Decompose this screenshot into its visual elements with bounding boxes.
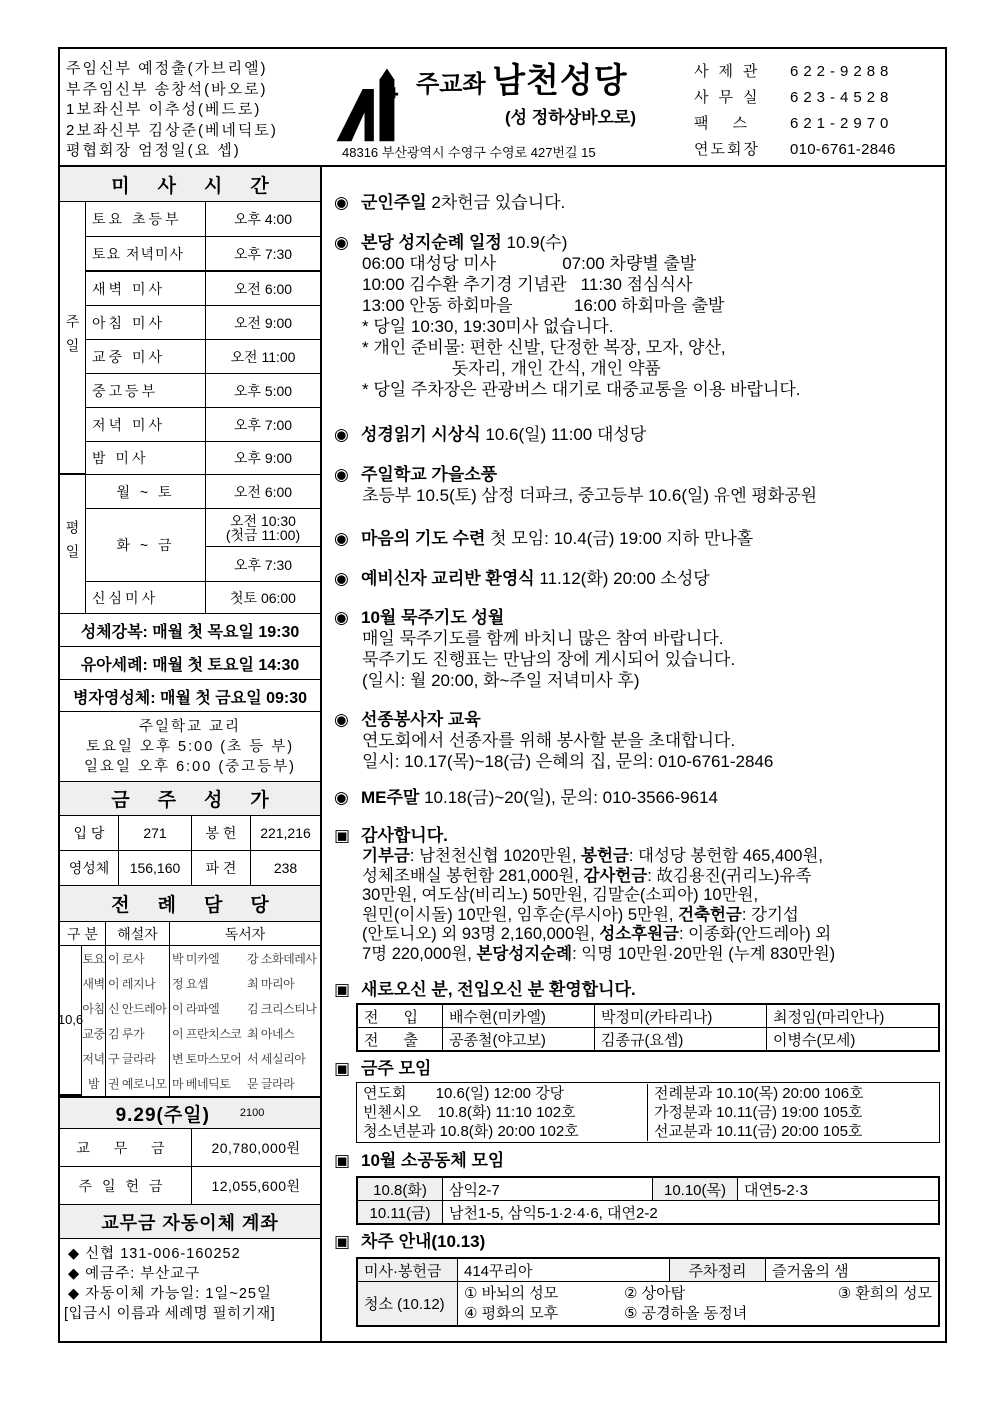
account-line: [입금시 이름과 세례명 필히기재] xyxy=(64,1306,276,1322)
contact-label: 사제관 xyxy=(694,63,768,80)
thanks-label: 기부금 xyxy=(362,847,410,865)
mass-time: 오전 9:00 xyxy=(233,314,293,331)
contact-label: 연도회장 xyxy=(694,141,760,158)
mass-time: 오전 6:00 xyxy=(233,280,293,297)
notice xyxy=(334,607,735,691)
section-heading xyxy=(334,1150,504,1171)
mass-name: 아침 미사 xyxy=(86,306,206,339)
liturgy-cell: 저녁 xyxy=(82,1046,106,1071)
mass-time: 오전 6:00 xyxy=(233,483,293,500)
hymn-cell: 238 xyxy=(273,860,298,876)
account-line: ◆ 신협 131-006-160252 xyxy=(68,1246,241,1262)
table-cell: 전 입 xyxy=(358,1005,443,1028)
notice-line: (일시: 월 20:00, 화~주일 저녁미사 후) xyxy=(362,671,640,690)
school-line: 토요일 오후 5:00 (초 등 부) xyxy=(85,738,295,755)
notice-line: 10:00 김수환 추기경 기념관 11:30 점심식사 xyxy=(362,275,693,294)
liturgy-cell: 서 세실리아 xyxy=(247,1052,306,1066)
mass-title: 미사시간 xyxy=(60,167,320,202)
liturgy-cell: 강 소화데레사 xyxy=(247,952,317,966)
mass-time: 오후 9:00 xyxy=(233,450,293,466)
notice-line: * 개인 준비물: 편한 신발, 단정한 복장, 모자, 양산, xyxy=(362,338,726,357)
staff-item: 주임신부 예정출(가브리엘) xyxy=(66,60,268,77)
table-body xyxy=(357,1004,939,1051)
church-logo-icon xyxy=(332,61,412,145)
offering-label: 교 무 금 xyxy=(60,1129,192,1166)
table-row xyxy=(358,1028,939,1051)
contact-value: 010-6761-2846 xyxy=(790,141,896,158)
notice xyxy=(334,464,817,506)
liturgy-head xyxy=(60,922,320,946)
mass-time: 첫토 06:00 xyxy=(230,589,296,606)
staff-item: 1보좌신부 이추성(베드로) xyxy=(66,101,262,118)
account-line: ◆ 자동이체 가능일: 1일~25일 xyxy=(68,1286,272,1302)
notice-line: 초등부 10.5(토) 삼정 더파크, 중고등부 10.6(일) 유엔 평화공원 xyxy=(362,486,818,505)
mass-row xyxy=(86,442,320,475)
notice-text: 10.18(금)~20(일), 문의: 010-3566-9614 xyxy=(419,788,719,807)
contact-label: 팩 스 xyxy=(694,115,758,132)
table-cell: 대연5-2·3 xyxy=(738,1178,939,1201)
mass-name: 월 ~ 토 xyxy=(86,475,206,508)
liturgy-cell: 이 라파엘 xyxy=(172,1002,220,1016)
table-row xyxy=(358,1259,939,1282)
thanks-label: 감사헌금 xyxy=(583,866,648,885)
liturgy-head-div: 구 분 xyxy=(60,922,106,945)
liturgy-cell: 구 글라라 xyxy=(106,1046,170,1071)
table-cell: 전 출 xyxy=(358,1028,443,1051)
meeting-item: 선교분과 10.11(금) 20:00 105호 xyxy=(654,1123,863,1140)
welcome-title: 새로오신 분, 전입오신 분 환영합니다. xyxy=(361,980,636,999)
liturgy-cell: 신 안드레아 xyxy=(106,996,170,1021)
mass-time: 오전 11:00 xyxy=(230,348,296,365)
table-row xyxy=(358,1178,939,1201)
mass-name: 저녁 미사 xyxy=(86,408,206,441)
liturgy-cell: 밤 xyxy=(82,1071,106,1096)
radio-bullet-icon: ◉ xyxy=(334,529,349,548)
square-bullet-icon: ▣ xyxy=(334,1232,351,1251)
staff-item: 평협회장 엄정일(요 셉) xyxy=(66,142,241,159)
table-cell: 414꾸리아 xyxy=(458,1259,670,1282)
section-heading xyxy=(334,825,448,846)
thanks-text: : 익명 10만원·20만원 (누계 830만원) xyxy=(572,944,836,963)
contacts xyxy=(694,59,896,163)
clean-grid xyxy=(464,1284,932,1324)
notice xyxy=(334,568,710,589)
notice xyxy=(334,192,565,213)
section-heading xyxy=(334,1058,431,1079)
liturgy-head-read: 독서자 xyxy=(224,925,266,942)
radio-bullet-icon: ◉ xyxy=(334,193,349,212)
mass-row xyxy=(86,408,320,442)
radio-bullet-icon: ◉ xyxy=(334,425,349,444)
square-bullet-icon: ▣ xyxy=(334,980,351,999)
liturgy-date: 10,6 xyxy=(60,946,82,1096)
liturgy-cell: 최 마리아 xyxy=(247,977,295,991)
staff-item: 부주임신부 송창석(바오로) xyxy=(66,80,268,98)
special-schedule: 병자영성체: 매월 첫 금요일 09:30 xyxy=(60,681,320,712)
weekday-label: 평일 xyxy=(60,475,86,614)
meeting-item: 연도회 10.6(일) 12:00 강당 xyxy=(363,1085,565,1102)
thanks-text: : 남천천신협 1020만원, xyxy=(409,847,582,865)
meetings-left xyxy=(357,1084,648,1141)
offering-row xyxy=(60,1167,320,1205)
liturgy-cell: 토요 xyxy=(82,946,106,971)
thanks-text: : 대성당 봉헌함 465,400원, 성체조배실 봉헌함 281,000원, xyxy=(362,847,823,885)
notice-title: ME주말 xyxy=(361,788,420,807)
notice-title: 군인주일 xyxy=(361,193,427,212)
mass-time-note: (첫금 11:00) xyxy=(225,526,301,543)
hymn-cell: 파 견 xyxy=(192,851,251,885)
offering-count: 2100 xyxy=(239,1107,265,1119)
table-row xyxy=(358,1282,939,1326)
sunday-school xyxy=(60,712,320,782)
thanks-label: 본당성지순례 xyxy=(476,944,573,963)
notice-text: 10.9(수) xyxy=(501,233,568,252)
thanks-text: : 이종화(안드레아) 외 7명 220,000원, xyxy=(362,925,832,963)
radio-bullet-icon: ◉ xyxy=(334,608,349,627)
school-line: 일요일 오후 6:00 (중고등부) xyxy=(83,758,297,775)
thanks-body xyxy=(362,847,835,964)
meeting-item: 청소년분과 10.8(화) 20:00 102호 xyxy=(363,1123,579,1140)
table-cell: 10.11(금) xyxy=(358,1201,443,1224)
notice-title: 본당 성지순례 일정 xyxy=(361,233,502,252)
mass-name: 토요 초등부 xyxy=(86,202,206,236)
mass-time xyxy=(206,509,320,547)
notice-title: 예비신자 교리반 환영식 xyxy=(361,569,535,588)
mass-name: 교중 미사 xyxy=(86,340,206,373)
title-prefix: 주교좌 xyxy=(416,71,486,98)
next-table xyxy=(356,1257,940,1327)
next-title: 차주 안내(10.13) xyxy=(361,1232,486,1251)
mass-row xyxy=(86,582,320,614)
notice-line: 06:00 대성당 미사 07:00 차량별 출발 xyxy=(362,254,697,273)
mass-name: 토요 저녁미사 xyxy=(86,237,206,270)
table-cell: 미사·봉헌금 xyxy=(358,1259,458,1282)
radio-bullet-icon: ◉ xyxy=(334,233,349,252)
table xyxy=(356,1003,940,1052)
radio-bullet-icon: ◉ xyxy=(334,788,349,807)
notice-title: 선종봉사자 교육 xyxy=(361,710,481,729)
clean-item: ② 상아탑 xyxy=(624,1284,686,1302)
mass-time-line: 오전 10:30 xyxy=(230,512,296,529)
section-heading xyxy=(334,979,636,1000)
table-cell: 배수현(미카엘) xyxy=(443,1005,595,1028)
church-title xyxy=(416,61,628,105)
account-line: ◆ 예금주: 부산교구 xyxy=(68,1266,201,1282)
liturgy-cell: 김 크리스티나 xyxy=(247,1002,317,1016)
table-cell: 주차정리 xyxy=(670,1259,766,1282)
table-cell: 박정미(카타리나) xyxy=(594,1005,766,1028)
notice-line: 일시: 10.17(목)~18(금) 은혜의 집, 문의: 010-6761-2846 xyxy=(362,752,774,771)
hymn-cell: 221,216 xyxy=(260,825,311,841)
table-cell: 10.10(목) xyxy=(653,1178,738,1201)
offering-value: 20,780,000원 xyxy=(211,1139,301,1156)
subtitle: (성 정하상바오로) xyxy=(505,108,636,127)
liturgy-cell: 새벽 xyxy=(82,971,106,996)
table-cell xyxy=(458,1282,939,1326)
hymn-row xyxy=(60,851,320,886)
mass-time: 오후 7:30 xyxy=(233,556,293,573)
mass-time: 오후 7:00 xyxy=(233,416,293,433)
school-line: 주일학교 교리 xyxy=(138,718,242,735)
notice-line: 돗자리, 개인 간식, 개인 약품 xyxy=(362,359,661,378)
hymn-cell: 271 xyxy=(119,816,192,850)
notice-title: 10월 묵주기도 성월 xyxy=(361,608,505,627)
notice-line: 연도회에서 선종자를 위해 봉사할 분을 초대합니다. xyxy=(362,731,736,750)
notice xyxy=(334,232,801,400)
table xyxy=(356,1176,940,1225)
square-bullet-icon: ▣ xyxy=(334,1059,351,1078)
liturgy-row xyxy=(60,996,320,1021)
mass-name: 화 ~ 금 xyxy=(86,509,206,581)
header xyxy=(60,49,945,167)
mass-name: 새벽 미사 xyxy=(86,272,206,305)
mass-row xyxy=(86,374,320,408)
notice xyxy=(334,787,718,808)
table-cell: 최정임(마리안나) xyxy=(766,1005,938,1028)
hymn-cell: 156,160 xyxy=(119,851,192,885)
offering-label: 주일헌금 xyxy=(60,1167,192,1204)
liturgy-cell: 문 글라라 xyxy=(247,1077,295,1091)
clean-item: ① 바뇌의 성모 xyxy=(464,1284,559,1302)
table-body xyxy=(357,1258,939,1326)
liturgy-cell: 정 요셉 xyxy=(172,977,209,991)
notice-line: 매일 묵주기도를 함께 바치니 많은 참여 바랍니다. xyxy=(362,629,724,648)
table-cell: 즐거움의 샘 xyxy=(766,1259,939,1282)
liturgy-cell: 아침 xyxy=(82,996,106,1021)
offering-date: 9.29(주일) xyxy=(115,1104,210,1126)
contact-value: 622-9288 xyxy=(790,63,894,80)
liturgy-cell: 교중 xyxy=(82,1021,106,1046)
square-bullet-icon: ▣ xyxy=(334,826,351,845)
offering-value: 12,055,600원 xyxy=(211,1177,301,1194)
liturgy-row xyxy=(60,1021,320,1046)
table-cell: 남천1-5, 삼익5-1·2·4·6, 대연2-2 xyxy=(443,1201,939,1224)
section-heading xyxy=(334,1231,485,1252)
liturgy-cell: 이 프란치스코 xyxy=(172,1027,242,1041)
square-bullet-icon: ▣ xyxy=(334,1151,351,1170)
table-row xyxy=(358,1201,939,1224)
sunday-label: 주일 xyxy=(60,202,86,475)
hymn-row xyxy=(60,816,320,851)
notice-title: 주일학교 가을소풍 xyxy=(361,465,498,484)
liturgy-row xyxy=(60,971,320,996)
notice-line: * 당일 10:30, 19:30미사 없습니다. xyxy=(362,317,614,336)
table-cell: 10.8(화) xyxy=(358,1178,443,1201)
thanks-text: : 故김용진(귀리노)유족 30만원, 여도삼(비리노) 50만원, 김말순(소피아) 10만원, 원민(이시돌) 10만원, 임후순(루시아) 5만원, xyxy=(362,866,812,924)
meeting-item: 전례분과 10.10(목) 20:00 106호 xyxy=(654,1085,864,1102)
notice-title: 마음의 기도 수련 xyxy=(361,529,486,548)
mass-row xyxy=(86,272,320,306)
liturgy-cell: 김 루가 xyxy=(106,1021,170,1046)
notice-line: * 당일 주차장은 관광버스 대기로 대중교통을 이용 바랍니다. xyxy=(362,380,801,399)
bulletin xyxy=(58,47,947,1343)
radio-bullet-icon: ◉ xyxy=(334,710,349,729)
meeting-item: 빈첸시오 10.8(화) 11:10 102호 xyxy=(363,1104,576,1121)
mass-name: 신심미사 xyxy=(86,582,206,613)
liturgy-head-comm: 해설자 xyxy=(106,922,170,945)
liturgy-cell: 이 로사 xyxy=(106,946,170,971)
liturgy-cell: 최 아네스 xyxy=(247,1027,295,1041)
notice xyxy=(334,528,753,549)
hymns-title: 금주성가 xyxy=(60,782,320,816)
staff-list xyxy=(66,59,278,162)
mass-name: 밤 미사 xyxy=(86,442,206,474)
title-name: 남천성당 xyxy=(492,62,628,100)
left-column xyxy=(57,167,322,1343)
clean-item: ⑤ 공경하올 동정녀 xyxy=(624,1304,748,1322)
table-cell: 삼익2-7 xyxy=(443,1178,653,1201)
mass-row xyxy=(86,475,320,509)
meetings-table xyxy=(356,1082,940,1143)
notice-text: 2차헌금 있습니다. xyxy=(426,193,566,212)
right-column xyxy=(322,167,945,1343)
offering-row xyxy=(60,1129,320,1167)
thanks-text: : 강기섭 (안토니오) 외 93명 2,160,000원, xyxy=(362,905,799,943)
thanks-label: 성소후원금 xyxy=(599,925,679,943)
radio-bullet-icon: ◉ xyxy=(334,569,349,588)
offering-date-row xyxy=(60,1096,320,1129)
clean-item: ③ 환희의 성모 xyxy=(837,1284,932,1302)
clean-item: ④ 평화의 모후 xyxy=(464,1304,559,1322)
address: 48316 부산광역시 수영구 수영로 427번길 15 xyxy=(342,145,596,160)
meetings-title: 금주 모임 xyxy=(361,1059,432,1078)
mass-row xyxy=(86,202,320,237)
notice-text: 11.12(화) 20:00 소성당 xyxy=(534,569,710,588)
notice-text: 첫 모임: 10.4(금) 19:00 지하 만나홀 xyxy=(485,529,754,548)
mass-row xyxy=(86,306,320,340)
liturgy-cell: 마 베네딕토 xyxy=(172,1077,231,1091)
mass-row xyxy=(86,509,320,582)
account-title: 교무금 자동이체 계좌 xyxy=(60,1205,320,1239)
special-schedule: 성체강복: 매월 첫 목요일 19:30 xyxy=(60,614,320,647)
thanks-title: 감사합니다. xyxy=(361,826,448,845)
liturgy-cell: 권 예로니모 xyxy=(106,1071,170,1096)
staff-item: 2보좌신부 김상준(베네딕토) xyxy=(66,121,278,139)
table-cell: 이병수(모세) xyxy=(766,1028,938,1051)
meetings-right xyxy=(648,1084,864,1141)
liturgy-title: 전례담당 xyxy=(60,886,320,922)
liturgy-row xyxy=(60,1046,320,1071)
notice-line: 묵주기도 진행표는 만남의 장에 게시되어 있습니다. xyxy=(362,650,736,669)
meeting-item: 가정분과 10.11(금) 19:00 105호 xyxy=(654,1104,863,1121)
notice-line: 13:00 안동 하회마을 16:00 하회마을 출발 xyxy=(362,296,725,315)
table-cell: 청소 (10.12) xyxy=(358,1282,458,1326)
community-title: 10월 소공동체 모임 xyxy=(361,1151,505,1170)
hymn-cell: 영성체 xyxy=(60,851,119,885)
table-cell: 김종규(요셉) xyxy=(594,1028,766,1051)
mass-time: 오후 5:00 xyxy=(233,382,293,399)
thanks-label: 봉헌금 xyxy=(581,847,629,865)
notice xyxy=(334,424,646,445)
table-cell: 공종철(야고보) xyxy=(443,1028,595,1051)
liturgy-cell: 변 토마스모어 xyxy=(172,1052,242,1066)
mass-row xyxy=(86,237,320,272)
radio-bullet-icon: ◉ xyxy=(334,465,349,484)
contact-label: 사무실 xyxy=(694,89,768,106)
special-schedule: 유아세례: 매월 첫 토요일 14:30 xyxy=(60,647,320,680)
liturgy-row xyxy=(60,1071,320,1096)
contact-value: 621-2970 xyxy=(790,115,894,132)
mass-row xyxy=(86,340,320,374)
mass-name: 중고등부 xyxy=(86,374,206,407)
notice xyxy=(334,709,773,772)
liturgy-row xyxy=(60,946,320,971)
mass-time: 오후 7:30 xyxy=(233,245,293,262)
table-row xyxy=(358,1005,939,1028)
thanks-label: 건축헌금 xyxy=(678,905,742,924)
account-info xyxy=(64,1244,276,1324)
liturgy-cell: 박 미카엘 xyxy=(172,952,220,966)
mass-time: 오후 4:00 xyxy=(233,211,293,227)
table-body xyxy=(357,1177,939,1224)
notice-title: 성경읽기 시상식 xyxy=(361,425,481,444)
notice-text: 10.6(일) 11:00 대성당 xyxy=(480,425,647,444)
contact-value: 623-4528 xyxy=(790,89,894,106)
hymn-cell: 봉 헌 xyxy=(192,816,251,850)
liturgy-cell: 이 레지나 xyxy=(106,971,170,996)
hymn-cell: 입 당 xyxy=(60,816,119,850)
